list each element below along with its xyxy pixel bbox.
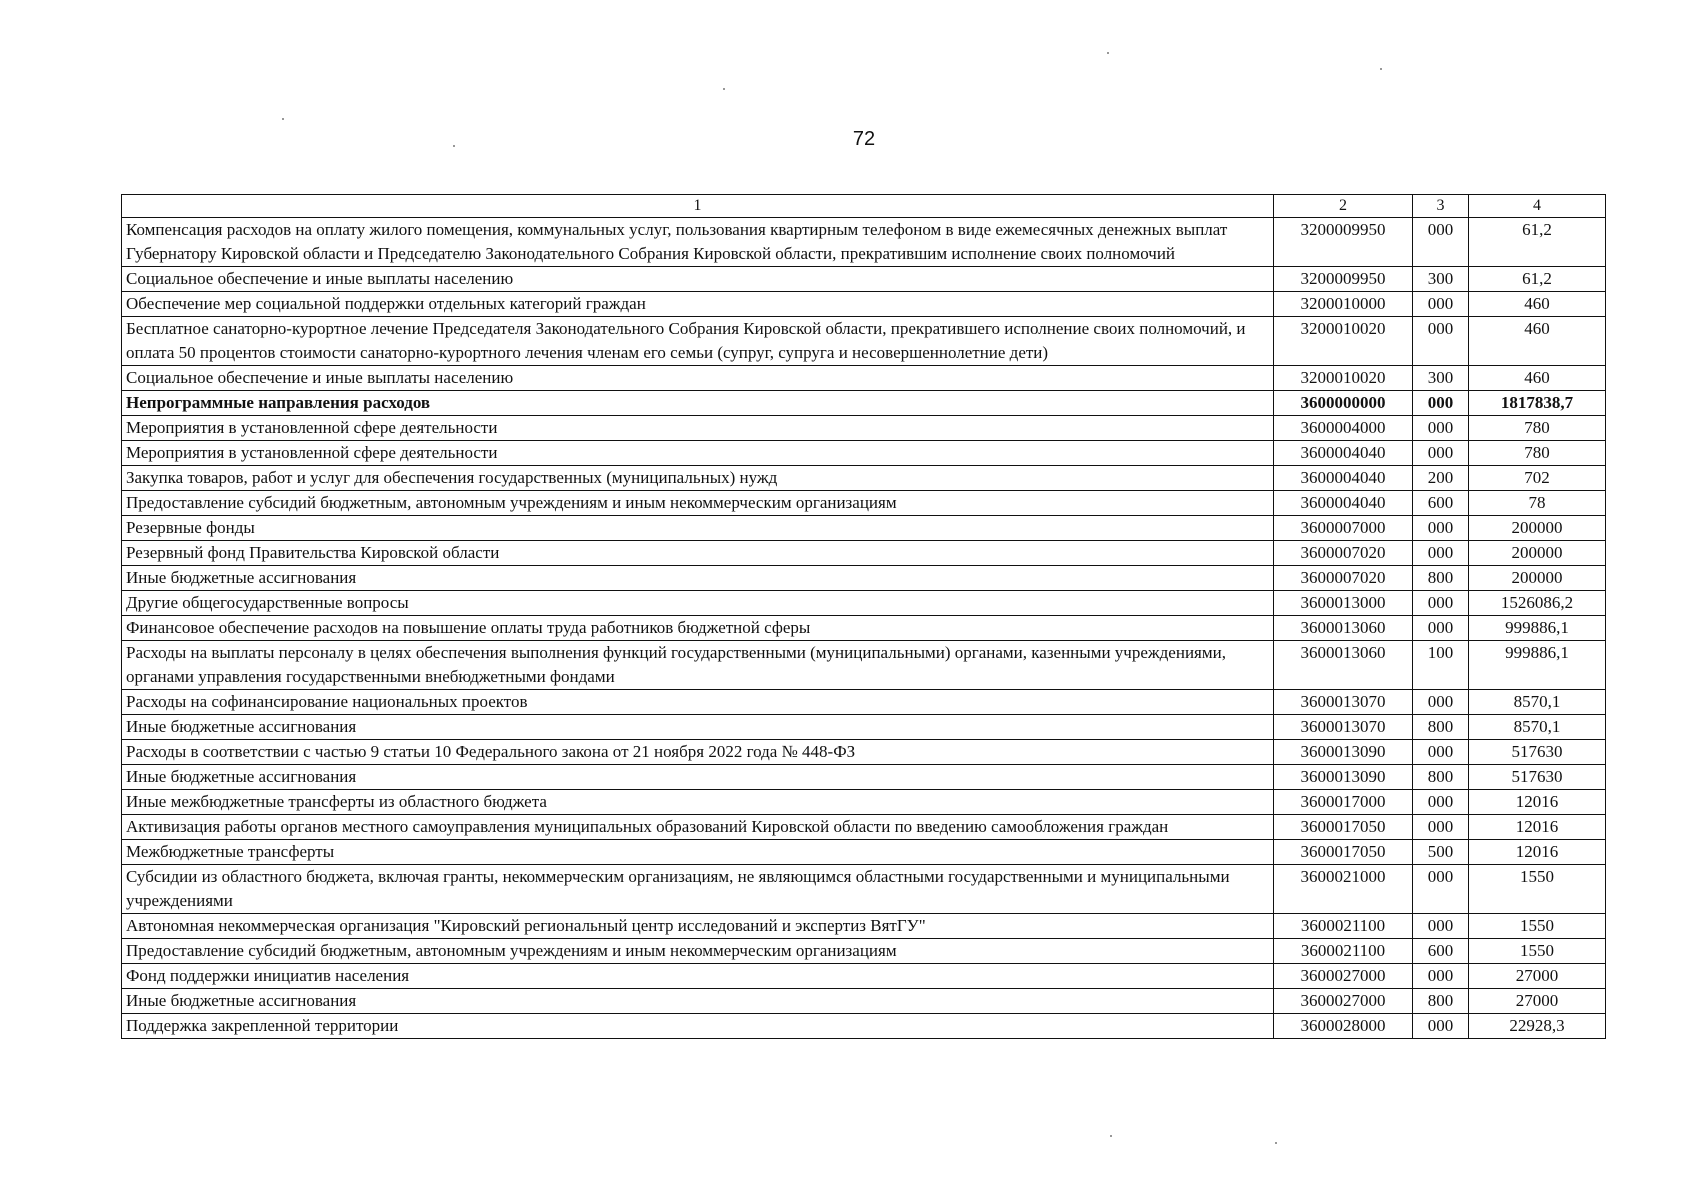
row-code-cell: 3200010020	[1274, 366, 1413, 391]
table-row	[122, 366, 1606, 391]
row-vr-cell: 000	[1413, 516, 1469, 541]
row-name-cell: Активизация работы органов местного самоуправления муниципальных образований Кировской области по введению самообложения граждан	[122, 815, 1274, 840]
row-code-cell: 3600013060	[1274, 641, 1413, 690]
row-sum-cell: 8570,1	[1469, 690, 1606, 715]
row-vr-cell: 300	[1413, 267, 1469, 292]
table-row	[122, 541, 1606, 566]
row-name-cell: Иные бюджетные ассигнования	[122, 989, 1274, 1014]
row-code-cell: 3600007000	[1274, 516, 1413, 541]
row-sum-cell: 1526086,2	[1469, 591, 1606, 616]
row-sum-cell: 12016	[1469, 815, 1606, 840]
scan-speck	[1275, 1142, 1277, 1144]
row-code-cell: 3600028000	[1274, 1014, 1413, 1039]
table-row	[122, 765, 1606, 790]
budget-table	[121, 194, 1606, 1039]
row-name-cell: Иные бюджетные ассигнования	[122, 765, 1274, 790]
table-row	[122, 690, 1606, 715]
row-sum-cell: 8570,1	[1469, 715, 1606, 740]
table-row	[122, 292, 1606, 317]
row-name-cell: Поддержка закрепленной территории	[122, 1014, 1274, 1039]
row-vr-cell: 800	[1413, 566, 1469, 591]
row-code-cell: 3200010000	[1274, 292, 1413, 317]
row-code-cell: 3600021100	[1274, 914, 1413, 939]
row-name-cell: Субсидии из областного бюджета, включая гранты, некоммерческим организациям, не являющимся областными государственными и муниципальными учреждениями	[122, 865, 1274, 914]
row-vr-cell: 000	[1413, 218, 1469, 267]
table-row	[122, 516, 1606, 541]
row-sum-cell: 999886,1	[1469, 616, 1606, 641]
row-name-cell: Расходы в соответствии с частью 9 статьи 10 Федерального закона от 21 ноября 2022 года № 448-ФЗ	[122, 740, 1274, 765]
row-vr-cell: 000	[1413, 416, 1469, 441]
row-vr-cell: 000	[1413, 964, 1469, 989]
row-vr-cell: 600	[1413, 491, 1469, 516]
row-name-cell: Непрограммные направления расходов	[122, 391, 1274, 416]
table-row	[122, 1014, 1606, 1039]
row-vr-cell: 000	[1413, 441, 1469, 466]
row-vr-cell: 000	[1413, 317, 1469, 366]
row-name-cell: Компенсация расходов на оплату жилого помещения, коммунальных услуг, пользования квартирным телефоном в виде ежемесячных денежных выплат Губернатору Кировской области и Председателю Законодательного Собрания Кировской области, прекратившим исполнение своих полномочий	[122, 218, 1274, 267]
row-sum-cell: 1817838,7	[1469, 391, 1606, 416]
row-vr-cell: 000	[1413, 616, 1469, 641]
row-vr-cell: 000	[1413, 740, 1469, 765]
table-row	[122, 491, 1606, 516]
table-row	[122, 964, 1606, 989]
row-code-cell: 3600013090	[1274, 740, 1413, 765]
row-name-cell: Мероприятия в установленной сфере деятельности	[122, 441, 1274, 466]
row-sum-cell: 460	[1469, 317, 1606, 366]
scan-speck	[1107, 52, 1109, 54]
row-name-cell: Иные межбюджетные трансферты из областного бюджета	[122, 790, 1274, 815]
row-name-cell: Закупка товаров, работ и услуг для обеспечения государственных (муниципальных) нужд	[122, 466, 1274, 491]
row-sum-cell: 61,2	[1469, 267, 1606, 292]
row-sum-cell: 200000	[1469, 541, 1606, 566]
row-vr-cell: 200	[1413, 466, 1469, 491]
row-sum-cell: 22928,3	[1469, 1014, 1606, 1039]
row-code-cell: 3600000000	[1274, 391, 1413, 416]
row-code-cell: 3600017050	[1274, 840, 1413, 865]
row-name-cell: Автономная некоммерческая организация "Кировский региональный центр исследований и экспертиз ВятГУ"	[122, 914, 1274, 939]
row-sum-cell: 999886,1	[1469, 641, 1606, 690]
row-name-cell: Резервные фонды	[122, 516, 1274, 541]
table-row	[122, 939, 1606, 964]
row-vr-cell: 800	[1413, 989, 1469, 1014]
table-row	[122, 641, 1606, 690]
row-code-cell: 3600013070	[1274, 715, 1413, 740]
row-code-cell: 3600013090	[1274, 765, 1413, 790]
row-vr-cell: 800	[1413, 715, 1469, 740]
row-name-cell: Социальное обеспечение и иные выплаты населению	[122, 267, 1274, 292]
row-code-cell: 3600004040	[1274, 466, 1413, 491]
scan-speck	[1380, 68, 1382, 70]
row-sum-cell: 61,2	[1469, 218, 1606, 267]
table-body	[122, 195, 1606, 1039]
table-row	[122, 715, 1606, 740]
scan-speck	[282, 118, 284, 120]
table-row	[122, 391, 1606, 416]
row-vr-cell: 500	[1413, 840, 1469, 865]
row-code-cell: 3200009950	[1274, 267, 1413, 292]
row-name-cell: Иные бюджетные ассигнования	[122, 566, 1274, 591]
row-sum-cell: 1550	[1469, 914, 1606, 939]
row-name-cell: Предоставление субсидий бюджетным, автономным учреждениям и иным некоммерческим организациям	[122, 491, 1274, 516]
row-sum-cell: 78	[1469, 491, 1606, 516]
header-col-2: 2	[1274, 195, 1413, 218]
header-col-4: 4	[1469, 195, 1606, 218]
row-sum-cell: 780	[1469, 441, 1606, 466]
row-sum-cell: 460	[1469, 292, 1606, 317]
row-sum-cell: 1550	[1469, 939, 1606, 964]
row-name-cell: Межбюджетные трансферты	[122, 840, 1274, 865]
table-row	[122, 441, 1606, 466]
table-header-row	[122, 195, 1606, 218]
table-row	[122, 566, 1606, 591]
table-row	[122, 591, 1606, 616]
row-vr-cell: 000	[1413, 391, 1469, 416]
scan-speck	[723, 88, 725, 90]
row-name-cell: Другие общегосударственные вопросы	[122, 591, 1274, 616]
row-vr-cell: 000	[1413, 292, 1469, 317]
row-sum-cell: 27000	[1469, 964, 1606, 989]
row-code-cell: 3600027000	[1274, 964, 1413, 989]
row-name-cell: Мероприятия в установленной сфере деятельности	[122, 416, 1274, 441]
row-sum-cell: 200000	[1469, 566, 1606, 591]
row-code-cell: 3600013070	[1274, 690, 1413, 715]
table-row	[122, 815, 1606, 840]
row-code-cell: 3600027000	[1274, 989, 1413, 1014]
row-name-cell: Иные бюджетные ассигнования	[122, 715, 1274, 740]
row-code-cell: 3600013060	[1274, 616, 1413, 641]
row-vr-cell: 000	[1413, 1014, 1469, 1039]
table-row	[122, 616, 1606, 641]
table-row	[122, 466, 1606, 491]
scan-speck	[453, 145, 455, 147]
row-code-cell: 3600017050	[1274, 815, 1413, 840]
row-code-cell: 3600017000	[1274, 790, 1413, 815]
page-number: 72	[852, 128, 876, 150]
row-name-cell: Бесплатное санаторно-курортное лечение Председателя Законодательного Собрания Кировской области, прекратившего исполнение своих полномочий, и оплата 50 процентов стоимости санаторно-курортного лечения членам его семьи (супруг, супруга и несовершеннолетние дети)	[122, 317, 1274, 366]
row-vr-cell: 100	[1413, 641, 1469, 690]
table-row	[122, 740, 1606, 765]
row-code-cell: 3600021000	[1274, 865, 1413, 914]
row-sum-cell: 702	[1469, 466, 1606, 491]
table-row	[122, 218, 1606, 267]
row-name-cell: Обеспечение мер социальной поддержки отдельных категорий граждан	[122, 292, 1274, 317]
row-vr-cell: 600	[1413, 939, 1469, 964]
table-row	[122, 317, 1606, 366]
row-sum-cell: 1550	[1469, 865, 1606, 914]
table-row	[122, 790, 1606, 815]
table-row	[122, 267, 1606, 292]
row-sum-cell: 12016	[1469, 790, 1606, 815]
row-sum-cell: 12016	[1469, 840, 1606, 865]
row-name-cell: Расходы на софинансирование национальных проектов	[122, 690, 1274, 715]
header-col-1: 1	[122, 195, 1274, 218]
row-code-cell: 3600013000	[1274, 591, 1413, 616]
row-code-cell: 3600021100	[1274, 939, 1413, 964]
row-vr-cell: 300	[1413, 366, 1469, 391]
row-code-cell: 3200009950	[1274, 218, 1413, 267]
row-name-cell: Расходы на выплаты персоналу в целях обеспечения выполнения функций государственными (муниципальными) органами, казенными учреждениями, органами управления государственными внебюджетными фондами	[122, 641, 1274, 690]
row-sum-cell: 780	[1469, 416, 1606, 441]
table-row	[122, 840, 1606, 865]
row-code-cell: 3600004040	[1274, 441, 1413, 466]
row-vr-cell: 000	[1413, 690, 1469, 715]
row-vr-cell: 000	[1413, 914, 1469, 939]
row-sum-cell: 517630	[1469, 765, 1606, 790]
table-row	[122, 416, 1606, 441]
row-vr-cell: 000	[1413, 865, 1469, 914]
row-name-cell: Предоставление субсидий бюджетным, автономным учреждениям и иным некоммерческим организациям	[122, 939, 1274, 964]
table-row	[122, 914, 1606, 939]
row-name-cell: Фонд поддержки инициатив населения	[122, 964, 1274, 989]
row-sum-cell: 517630	[1469, 740, 1606, 765]
row-sum-cell: 27000	[1469, 989, 1606, 1014]
row-code-cell: 3600004000	[1274, 416, 1413, 441]
row-vr-cell: 000	[1413, 541, 1469, 566]
table-row	[122, 865, 1606, 914]
table-row	[122, 989, 1606, 1014]
row-code-cell: 3600007020	[1274, 566, 1413, 591]
row-sum-cell: 200000	[1469, 516, 1606, 541]
row-name-cell: Резервный фонд Правительства Кировской области	[122, 541, 1274, 566]
row-name-cell: Социальное обеспечение и иные выплаты населению	[122, 366, 1274, 391]
row-vr-cell: 000	[1413, 815, 1469, 840]
row-code-cell: 3200010020	[1274, 317, 1413, 366]
row-vr-cell: 000	[1413, 591, 1469, 616]
row-name-cell: Финансовое обеспечение расходов на повышение оплаты труда работников бюджетной сферы	[122, 616, 1274, 641]
scan-speck	[1110, 1135, 1112, 1137]
row-code-cell: 3600004040	[1274, 491, 1413, 516]
row-vr-cell: 000	[1413, 790, 1469, 815]
row-sum-cell: 460	[1469, 366, 1606, 391]
row-vr-cell: 800	[1413, 765, 1469, 790]
header-col-3: 3	[1413, 195, 1469, 218]
row-code-cell: 3600007020	[1274, 541, 1413, 566]
